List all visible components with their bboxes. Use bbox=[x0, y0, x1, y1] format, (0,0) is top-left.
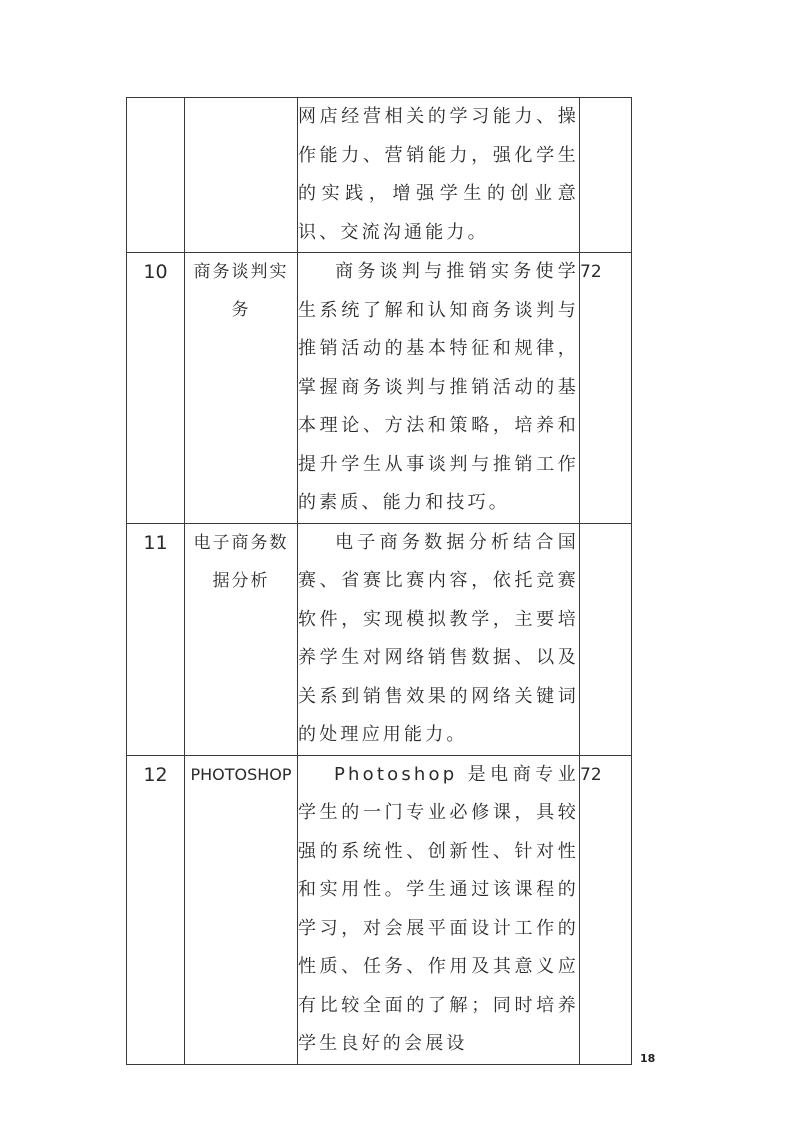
row-number: 12 bbox=[127, 755, 185, 1064]
course-table bbox=[126, 97, 632, 1065]
course-description bbox=[298, 755, 580, 1064]
table-row bbox=[127, 523, 632, 755]
row-number: 11 bbox=[127, 523, 185, 755]
course-description bbox=[298, 253, 580, 524]
row-number: 10 bbox=[127, 253, 185, 524]
course-hours bbox=[580, 523, 632, 755]
table-row bbox=[127, 755, 632, 1064]
course-description bbox=[298, 523, 580, 755]
course-name bbox=[185, 98, 298, 253]
course-description-text: Photoshop 是电商专业学生的一门专业必修课，具较强的系统性、创新性、针对性和实用性。学生通过该课程的学习，对会展平面设计工作的性质、任务、作用及其意义应有比较全面的了解；同时培养学生良好的会展设 bbox=[298, 763, 579, 1054]
table-row bbox=[127, 98, 632, 253]
course-hours: 72 bbox=[580, 755, 632, 1064]
table-row bbox=[127, 253, 632, 524]
course-hours bbox=[580, 98, 632, 253]
course-description: 网店经营相关的学习能力、操作能力、营销能力，强化学生的实践，增强学生的创业意识、交流沟通能力。 bbox=[298, 98, 580, 253]
course-name: 电子商务数据分析 bbox=[185, 523, 298, 755]
course-description-text: 电子商务数据分析结合国赛、省赛比赛内容，依托竞赛软件，实现模拟教学，主要培养学生对网络销售数据、以及关系到销售效果的网络关键词的处理应用能力。 bbox=[298, 531, 579, 745]
course-name: 商务谈判实务 bbox=[185, 253, 298, 524]
row-number bbox=[127, 98, 185, 253]
course-name: PHOTOSHOP bbox=[185, 755, 298, 1064]
course-hours: 72 bbox=[580, 253, 632, 524]
page-number: 18 bbox=[640, 1052, 656, 1065]
course-description-text: 商务谈判与推销实务使学生系统了解和认知商务谈判与推销活动的基本特征和规律，掌握商务谈判与推销活动的基本理论、方法和策略，培养和提升学生从事谈判与推销工作的素质、能力和技巧。 bbox=[298, 261, 579, 513]
